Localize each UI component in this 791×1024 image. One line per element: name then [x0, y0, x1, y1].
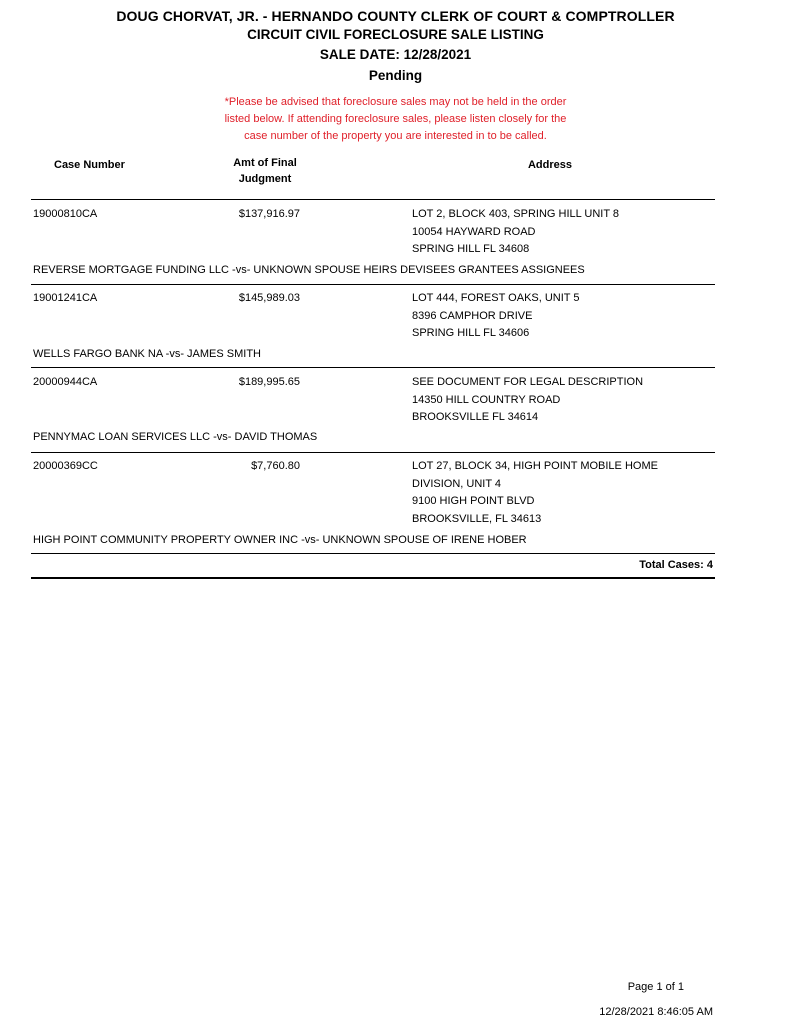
divider — [31, 553, 715, 554]
column-header-amount-line2: Judgment — [238, 173, 292, 185]
case-parties: WELLS FARGO BANK NA -vs- JAMES SMITH — [33, 348, 261, 360]
address-line: LOT 444, FOREST OAKS, UNIT 5 — [412, 292, 580, 304]
address-line: SEE DOCUMENT FOR LEGAL DESCRIPTION — [412, 376, 644, 388]
divider — [31, 452, 715, 453]
case-number: 19001241CA — [33, 292, 98, 304]
column-header-case-number: Case Number — [54, 159, 125, 171]
timestamp: 12/28/2021 8:46:05 AM — [599, 1006, 713, 1018]
report-title: DOUG CHORVAT, JR. - HERNANDO COUNTY CLERK OF COURT & COMPTROLLER — [116, 8, 675, 24]
divider — [31, 284, 715, 285]
judgment-amount: $137,916.97 — [238, 208, 300, 220]
total-cases: Total Cases: 4 — [639, 559, 713, 571]
divider — [31, 367, 715, 368]
column-header-amount — [210, 155, 320, 187]
page-number: Page 1 of 1 — [627, 981, 684, 993]
report-subtitle: CIRCUIT CIVIL FORECLOSURE SALE LISTING — [247, 27, 544, 42]
property-address — [412, 206, 619, 259]
address-line: LOT 2, BLOCK 403, SPRING HILL UNIT 8 — [412, 208, 620, 220]
address-line: 8396 CAMPHOR DRIVE — [412, 309, 533, 322]
column-header-amount-line1: Amt of Final — [233, 157, 297, 169]
address-line: SPRING HILL FL 34606 — [412, 327, 530, 339]
sale-notice — [0, 94, 791, 145]
judgment-amount: $145,989.03 — [238, 292, 300, 304]
address-line: 14350 HILL COUNTRY ROAD — [412, 393, 561, 406]
case-number: 19000810CA — [33, 208, 98, 220]
address-line: DIVISION, UNIT 4 — [412, 477, 502, 490]
address-line: BROOKSVILLE, FL 34613 — [412, 512, 542, 525]
address-line: SPRING HILL FL 34608 — [412, 243, 530, 255]
address-line: 10054 HAYWARD ROAD — [412, 225, 536, 238]
address-line: LOT 27, BLOCK 34, HIGH POINT MOBILE HOME — [412, 460, 658, 472]
case-parties: PENNYMAC LOAN SERVICES LLC -vs- DAVID THOMAS — [33, 431, 318, 443]
judgment-amount: $7,760.80 — [251, 460, 300, 472]
case-number: 20000944CA — [33, 376, 98, 388]
divider — [31, 577, 715, 579]
address-line: BROOKSVILLE FL 34614 — [412, 411, 539, 423]
sale-date: SALE DATE: 12/28/2021 — [319, 47, 472, 62]
property-address — [412, 290, 580, 343]
case-number: 20000369CC — [33, 460, 98, 472]
address-line: 9100 HIGH POINT BLVD — [412, 495, 535, 507]
notice-line: case number of the property you are interested in to be called. — [244, 130, 547, 142]
case-parties: REVERSE MORTGAGE FUNDING LLC -vs- UNKNOWN SPOUSE HEIRS DEVISEES GRANTEES ASSIGNEES — [33, 264, 585, 276]
judgment-amount: $189,995.65 — [238, 376, 300, 388]
column-header-address: Address — [527, 159, 573, 171]
property-address — [412, 458, 658, 528]
status-label: Pending — [368, 68, 423, 83]
divider — [31, 199, 715, 200]
notice-line: listed below. If attending foreclosure sales, please listen closely for the — [224, 113, 567, 125]
property-address — [412, 374, 643, 427]
case-parties: HIGH POINT COMMUNITY PROPERTY OWNER INC -vs- UNKNOWN SPOUSE OF IRENE HOBER — [33, 534, 527, 546]
notice-line: *Please be advised that foreclosure sales may not be held in the order — [224, 96, 567, 108]
